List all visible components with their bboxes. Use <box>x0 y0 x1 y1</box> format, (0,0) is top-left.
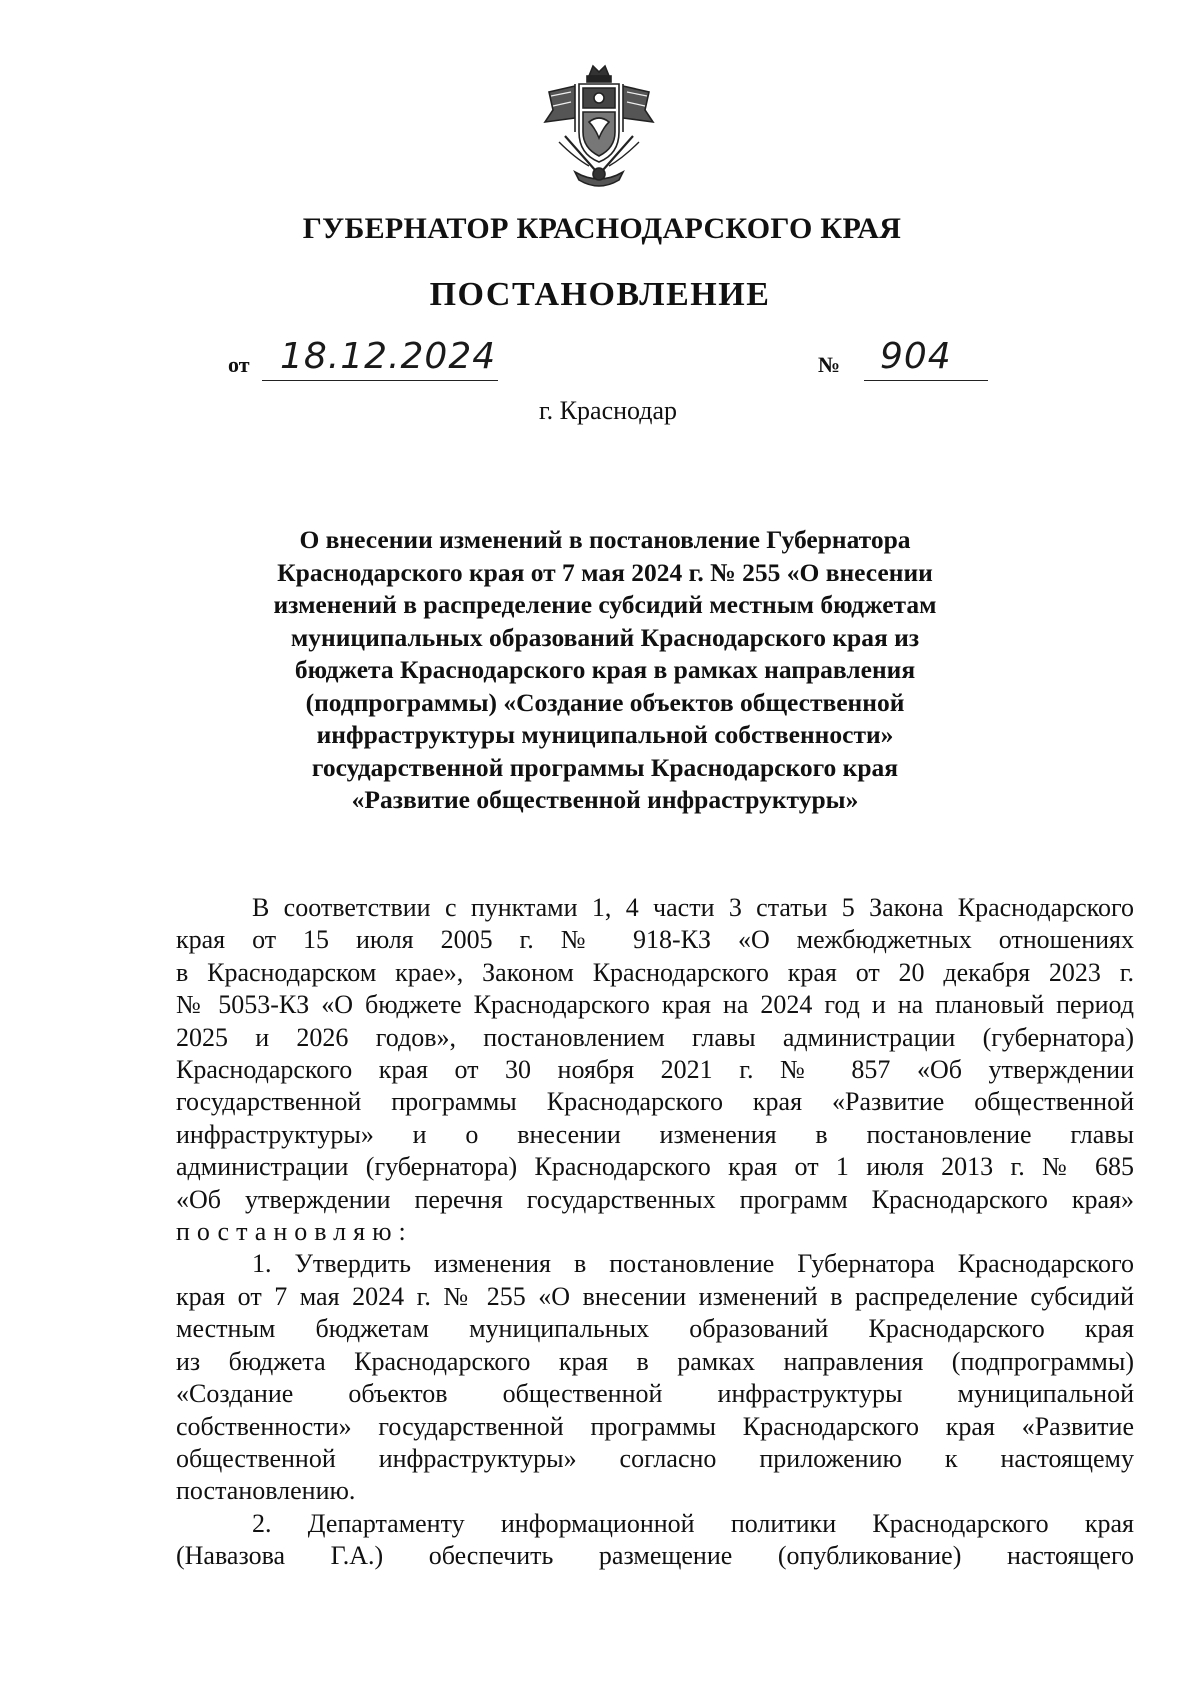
document-date <box>228 336 508 386</box>
title-line: Краснодарского края от 7 мая 2024 г. № 255 «О внесении <box>277 557 933 587</box>
title-line: (подпрограммы) «Создание объектов общественной <box>305 687 905 717</box>
body-line: 2. Департаменту информационной политики Краснодарского края <box>252 1508 1134 1538</box>
body-line: из бюджета Краснодарского края в рамках направления (подпрограммы) <box>176 1346 1134 1376</box>
document-type: ПОСТАНОВЛЕНИЕ <box>429 276 771 313</box>
title-line: «Развитие общественной инфраструктуры» <box>351 785 859 814</box>
title-line: О внесении изменений в постановление Губернатора <box>299 525 911 554</box>
body-line: «Об утверждении перечня государственных программ Краснодарского края» <box>176 1184 1134 1214</box>
title-line: бюджета Краснодарского края в рамках направления <box>294 655 916 684</box>
title-line: государственной программы Краснодарского края <box>311 752 899 782</box>
body-line: инфраструктуры» и о внесении изменения в постановление главы <box>176 1119 1134 1149</box>
document-title <box>175 524 1035 817</box>
preamble-paragraph <box>176 892 1134 1248</box>
body-line: государственной программы Краснодарского края «Развитие общественной <box>176 1087 1134 1117</box>
number-underline <box>864 380 988 381</box>
number-prefix: № <box>818 352 841 377</box>
body-line: в Краснодарском крае», Законом Краснодарского края от 20 декабря 2023 г. <box>176 957 1134 987</box>
document-number <box>818 336 988 386</box>
body-line: края от 7 мая 2024 г. № 255 «О внесении изменений в распределение субсидий <box>176 1281 1134 1311</box>
item-1-paragraph <box>176 1248 1134 1507</box>
body-line: постановлению. <box>176 1476 356 1506</box>
body-line: 1. Утвердить изменения в постановление Губернатора Краснодарского <box>252 1249 1134 1279</box>
body-line: «Создание объектов общественной инфраструктуры муниципальной <box>176 1379 1134 1409</box>
title-line: инфраструктуры муниципальной собственности» <box>316 720 894 749</box>
body-line: администрации (губернатора) Краснодарского края от 1 июля 2013 г. № 685 <box>176 1152 1134 1182</box>
body-line: Краснодарского края от 30 ноября 2021 г. № 857 «Об утверждении <box>176 1055 1134 1085</box>
body-line: края от 15 июля 2005 г. № 918-КЗ «О межбюджетных отношениях <box>176 925 1134 955</box>
handwritten-date: 18.12.2024 <box>280 336 497 377</box>
title-line: муниципальных образований Краснодарского края из <box>290 622 920 652</box>
date-underline <box>262 380 498 381</box>
body-line: В соответствии с пунктами 1, 4 части 3 статьи 5 Закона Краснодарского <box>252 893 1134 922</box>
issue-city: г. Краснодар <box>538 396 678 425</box>
date-prefix: от <box>228 352 250 377</box>
decree-word: постановляю: <box>176 1217 413 1247</box>
issuing-authority: ГУБЕРНАТОР КРАСНОДАРСКОГО КРАЯ <box>302 212 902 245</box>
body-line: 2025 и 2026 годов», постановлением главы администрации (губернатора) <box>176 1022 1134 1052</box>
coat-of-arms-emblem <box>535 62 663 194</box>
body-line: собственности» государственной программы Краснодарского края «Развитие <box>176 1411 1134 1441</box>
item-2-paragraph <box>176 1508 1134 1573</box>
body-line: местным бюджетам муниципальных образований Краснодарского края <box>176 1314 1134 1344</box>
body-line: общественной инфраструктуры» согласно приложению к настоящему <box>176 1443 1134 1473</box>
title-line: изменений в распределение субсидий местным бюджетам <box>273 590 937 619</box>
document-body <box>176 892 1134 1573</box>
handwritten-number: 904 <box>880 336 952 377</box>
body-line: (Навазова Г.А.) обеспечить размещение (опубликование) настоящего <box>176 1541 1134 1571</box>
body-line: № 5053-КЗ «О бюджете Краснодарского края на 2024 год и на плановый период <box>176 990 1134 1020</box>
